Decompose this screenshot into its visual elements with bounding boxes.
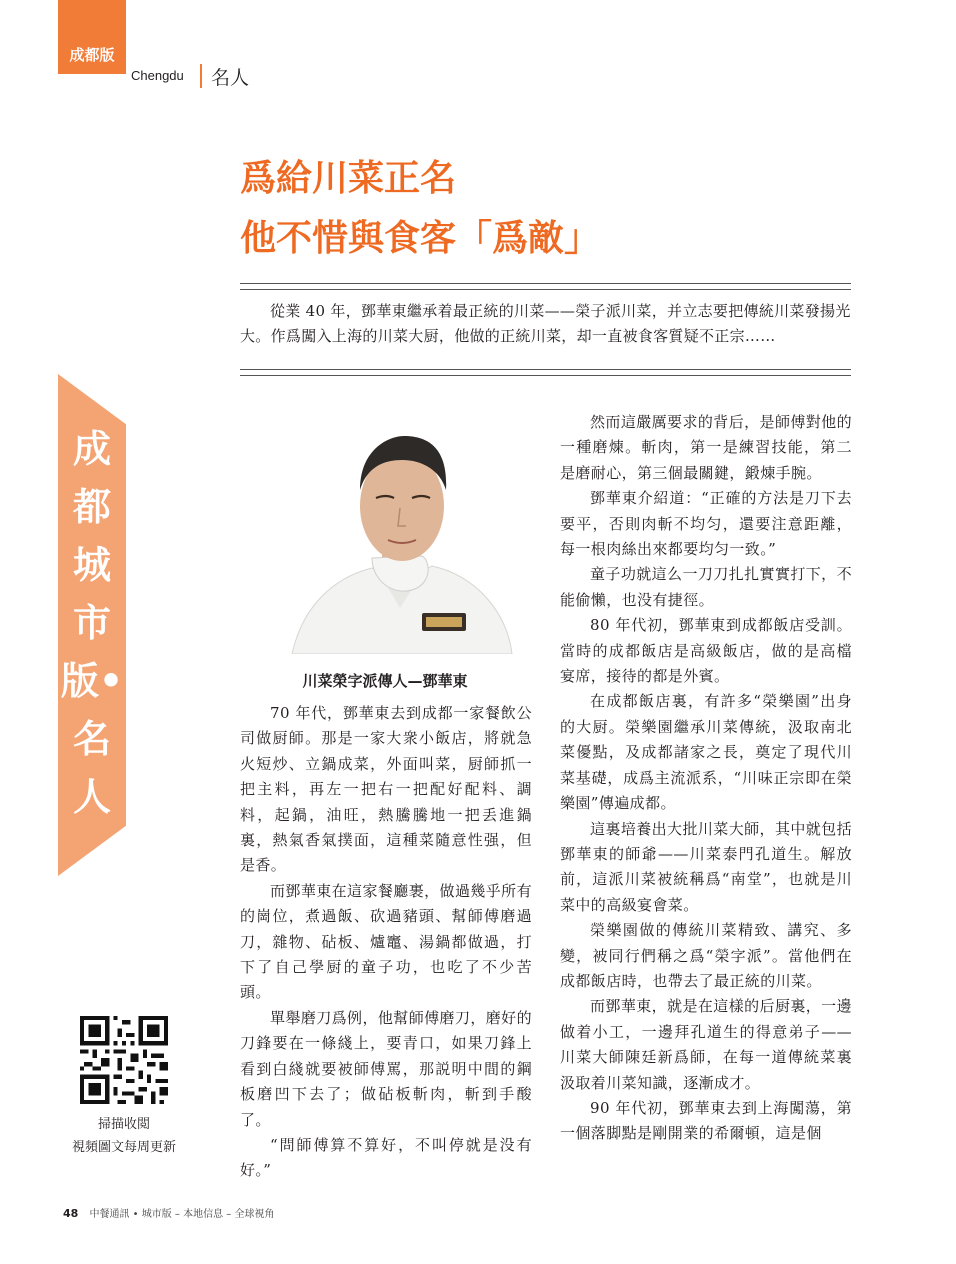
paragraph: 單舉磨刀爲例，他幫師傅磨刀，磨好的刀鋒要在一條綫上，要青口，如果刀鋒上看到白綫就要被師傅罵，那説明中間的鋼板磨凹下去了；做砧板斬肉，斬到手酸了。 [240, 1008, 532, 1129]
photo-caption: 川菜榮字派傳人—鄧華東 [302, 672, 468, 690]
paragraph: 80 年代初，鄧華東到成都飯店受訓。當時的成都飯店是高級飯店，做的是高檔宴席，接待的都是外賓。 [560, 616, 852, 686]
page-footer [63, 1205, 274, 1220]
paragraph: 70 年代，鄧華東去到成都一家餐飲公司做厨師。那是一家大衆小飯店，將就急火短炒、立鍋成菜，外面叫菜，厨師抓一把主料，再左一把右一把配好配料、調料，起鍋，油旺，熱騰騰地一把丢進鍋裏，熱氣香氣撲面，這種菜隨意性强，但是香。 [240, 704, 532, 875]
qr-caption-line-1: 掃描收閲 [97, 1117, 150, 1132]
section-label-zh: 名人 [211, 67, 250, 89]
paragraph: 而鄧華東在這家餐廳裹，做過幾乎所有的崗位，煮過飯、砍過豬頭、幫師傅磨過刀，雜物、砧板、爐竈、湯鍋都做過，打下了自己學厨的童子功，也吃了不少苦頭。 [240, 881, 532, 1002]
paragraph: 而鄧華東，就是在這樣的后厨裏，一邊做着小工，一邊拜孔道生的得意弟子——川菜大師陳廷新爲師，在每一道傳統菜裏汲取着川菜知識，逐漸成才。 [560, 997, 852, 1092]
paragraph: 鄧華東介紹道：“正確的方法是刀下去要平，否則肉斬不均匀，還要注意距離，每一根肉絲出來都要均匀一致。” [560, 489, 852, 559]
headline [240, 148, 840, 268]
paragraph: 童子功就這么一刀刀扎扎實實打下，不能偷懶，也没有捷徑。 [560, 565, 852, 609]
edition-tab-label: 成都版 [69, 46, 115, 64]
page-number: 48 [63, 1207, 79, 1220]
body-column-right [560, 410, 852, 1147]
publication-line: 中餐通訊 • 城市版 – 本地信息 – 全球視角 [89, 1209, 275, 1220]
paragraph: 榮樂園做的傳統川菜精致、講究、多變，被同行們稱之爲“榮字派”。當他們在成都飯店時，也帶去了最正統的川菜。 [560, 921, 852, 990]
lead-paragraph: 從業 40 年，鄧華東繼承着最正統的川菜——榮子派川菜，并立志要把傳統川菜發揚光大。作爲闖入上海的川菜大厨，他做的正統川菜，却一直被食客質疑不正宗…… [240, 302, 851, 345]
section-divider [200, 64, 202, 88]
headline-line-1: 爲給川菜正名 [240, 157, 457, 199]
section-label-en: Chengdu [131, 68, 184, 83]
body-column-left [240, 701, 532, 1184]
qr-code[interactable] [80, 1016, 168, 1104]
edition-tab [58, 0, 126, 74]
paragraph: 在成都飯店裏，有許多“榮樂園”出身的大厨。榮樂園繼承川菜傳統，汲取南北菜優點，及成都諸家之長，奠定了現代川菜基礎，成爲主流派系，“川味正宗即在榮樂園”傳遍成都。 [560, 692, 852, 813]
qr-caption-line-2: 視頻圖文每周更新 [71, 1140, 176, 1155]
paragraph: 然而這嚴厲要求的背后，是師傅對他的一種磨煉。斬肉，第一是練習技能，第二是磨耐心，第三個最關鍵，鍛煉手腕。 [560, 413, 852, 482]
paragraph: 90 年代初，鄧華東去到上海闖蕩，第一個落脚點是剛開業的希爾頓，這是個 [560, 1098, 852, 1143]
side-ribbon-label: 成都城市版•名人 [60, 427, 124, 819]
qr-caption [48, 1113, 200, 1159]
chef-portrait [272, 408, 528, 654]
paragraph: 這裏培養出大批川菜大師，其中就包括鄧華東的師爺——川菜泰門孔道生。解放前，這派川菜被統稱爲“南堂”，也就是川菜中的高級宴會菜。 [560, 819, 852, 914]
paragraph: “問師傅算不算好，不叫停就是没有好。” [240, 1135, 532, 1180]
lead-top-rule [240, 283, 851, 290]
lead-bottom-rule [240, 369, 851, 376]
headline-line-2: 他不惜與食客「爲敵」 [240, 217, 601, 259]
